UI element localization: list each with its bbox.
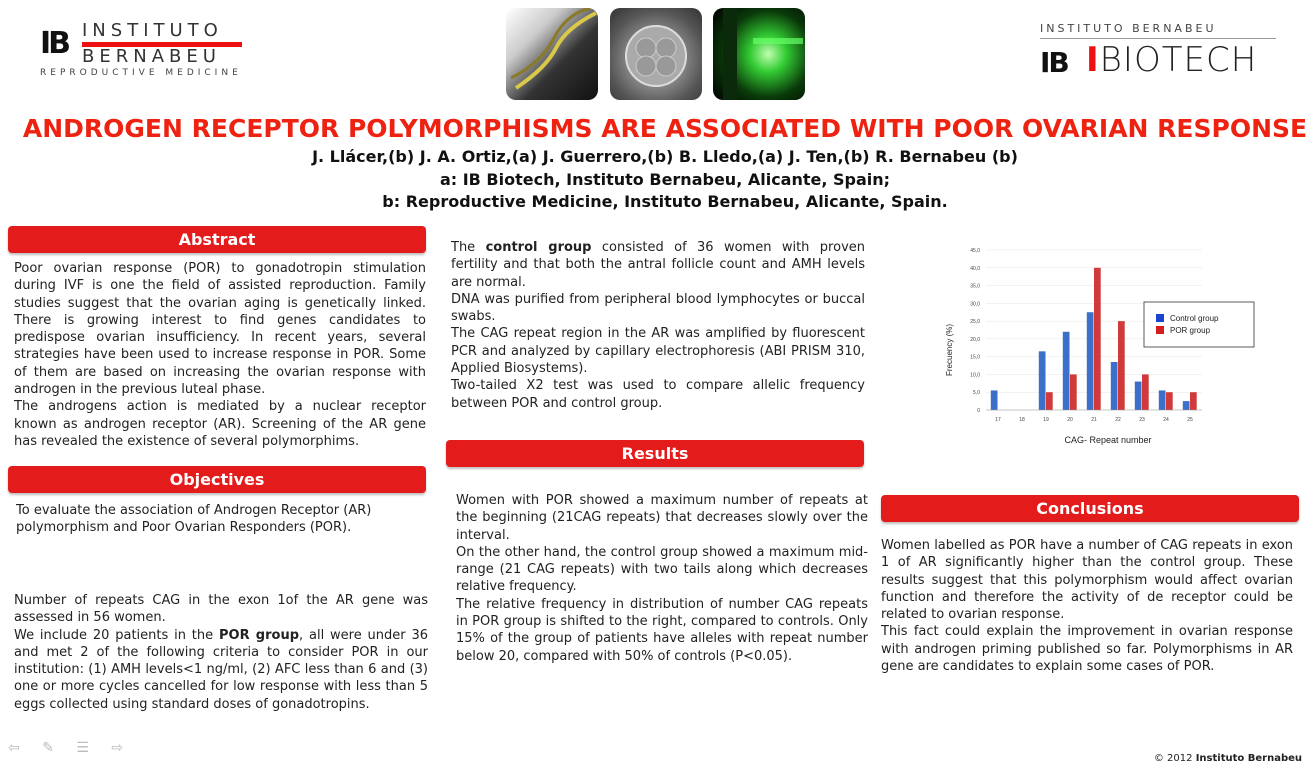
x-tick-label: 24	[1163, 417, 1169, 423]
conclusions-heading: Conclusions	[881, 495, 1299, 522]
objectives-heading: Objectives	[8, 466, 426, 493]
results-paragraph-3: The relative frequency in distribution of number CAG repeats in POR group is shifted to the right, compared to controls. Only 15% of the group of patients have alleles with repeat number below 20, compared with 50% of controls (P<0.05).	[456, 596, 868, 664]
affiliation-b: b: Reproductive Medicine, Instituto Bernabeu, Alicante, Spain.	[382, 192, 948, 211]
control-group-bar	[1063, 332, 1070, 410]
control-group-bar	[1111, 362, 1118, 410]
laser-lab-image	[713, 8, 805, 100]
logo-text-bernabeu: BERNABEU	[82, 46, 221, 67]
slide-navigation	[8, 740, 141, 756]
chart-legend	[1144, 302, 1254, 347]
instituto-bernabeu-logo	[40, 20, 250, 82]
x-tick-label: 22	[1115, 417, 1121, 423]
methods-p2-pre: We include 20 patients in the	[14, 627, 219, 643]
objectives-text	[16, 502, 406, 537]
control-group-bar	[1135, 382, 1142, 410]
y-tick-label: 5,0	[973, 390, 980, 397]
abstract-text	[14, 260, 426, 450]
dna-helix-image	[506, 8, 598, 100]
x-tick-label: 19	[1043, 417, 1049, 423]
methods-p3-post: consisted of 36 women with proven fertility and that both the antral follicle count and AMH levels are normal.	[451, 240, 866, 290]
embryo-cells-graphic	[610, 8, 702, 100]
methods-p2-post: , all were under 36 and met 2 of the following criteria to consider POR in our institution: (1) AMH levels<1 ng/ml, (2) AFC less than 6 and (3) one or more cycles cancelled for low response with less than 5 eggs collected using standard doses of gonadotropins.	[14, 627, 428, 712]
control-group-bar	[1039, 351, 1046, 410]
logo-biotech-word: BIOTECH	[1099, 40, 1258, 80]
control-group-bar	[1087, 312, 1094, 410]
ib-biotech-mark: IB	[1040, 46, 1068, 79]
por-group-bar	[1118, 321, 1125, 410]
y-tick-label: 35,0	[970, 283, 980, 290]
results-paragraph-1: Women with POR showed a maximum number of repeats at the beginning (21CAG repeats) that decreases slowly over the interval.	[456, 493, 868, 543]
logo-red-i: I	[1086, 40, 1100, 80]
x-tick-label: 20	[1067, 417, 1073, 423]
logo-text-reproductive-medicine: REPRODUCTIVE MEDICINE	[40, 68, 242, 78]
control-group-label: control group	[485, 240, 592, 255]
ib-biotech-logo	[1040, 22, 1280, 82]
control-group-bar	[991, 390, 998, 410]
legend-por-label: POR group	[1170, 326, 1211, 335]
legend-control-label: Control group	[1170, 314, 1219, 323]
logo-text-instituto-bernabeu: INSTITUTO BERNABEU	[1040, 22, 1217, 35]
ib-logo-mark: IB	[40, 26, 69, 61]
affiliation-a: a: IB Biotech, Instituto Bernabeu, Alicante, Spain;	[439, 170, 891, 189]
arrow-left-icon[interactable]: ⇦	[8, 740, 20, 756]
cag-repeat-frequency-chart	[940, 240, 1260, 450]
methods-text-right	[451, 239, 865, 412]
results-heading: Results	[446, 440, 864, 467]
chart-y-axis-label: Frecuency (%)	[945, 323, 954, 377]
dna-strand-graphic	[506, 8, 598, 100]
y-tick-label: 40,0	[970, 265, 980, 272]
por-group-bar	[1142, 374, 1149, 410]
por-group-label: POR group	[218, 627, 300, 643]
y-tick-label: 45,0	[970, 248, 980, 254]
logo-rule	[1040, 38, 1276, 39]
logo-text-instituto: INSTITUTO	[82, 20, 223, 41]
logo-text-biotech	[1086, 40, 1257, 80]
methods-paragraph-1: Number of repeats CAG in the exon 1of the AR gene was assessed in 56 women.	[14, 593, 428, 626]
legend-control-swatch	[1156, 314, 1164, 322]
embryo-image	[610, 8, 702, 100]
x-tick-label: 23	[1139, 417, 1145, 423]
methods-paragraph-2	[14, 627, 428, 713]
x-tick-label: 18	[1019, 417, 1025, 423]
conclusions-text	[881, 537, 1293, 675]
arrow-right-icon[interactable]: ⇨	[111, 740, 124, 756]
methods-paragraph-4: DNA was purified from peripheral blood lymphocytes or buccal swabs.	[451, 291, 865, 325]
x-tick-label: 21	[1091, 417, 1097, 423]
menu-icon[interactable]: ☰	[76, 740, 89, 756]
objectives-paragraph: To evaluate the association of Androgen Receptor (AR) polymorphism and Poor Ovarian Responders (POR).	[16, 503, 372, 536]
methods-text-left	[14, 592, 428, 713]
control-group-bar	[1183, 401, 1190, 410]
y-tick-label: 25,0	[970, 319, 980, 326]
chart-x-axis-label: CAG- Repeat number	[1064, 435, 1152, 445]
chart-x-ticks	[995, 417, 1193, 423]
legend-box	[1144, 302, 1254, 347]
copyright-year: © 2012	[1153, 753, 1193, 764]
x-tick-label: 25	[1187, 417, 1193, 423]
results-paragraph-2: On the other hand, the control group showed a maximum mid-range (21 CAG repeats) with two tails along which decreases relative frequency.	[456, 544, 868, 595]
copyright	[1154, 753, 1302, 764]
y-tick-label: 0	[977, 408, 980, 414]
abstract-paragraph-1: Poor ovarian response (POR) to gonadotropin stimulation during IVF is one the field of assisted reproduction. Family studies suggest that the ovarian aging is genetically linked. There is growing interest to find genes candidates to predispose ovarian insufficiency. In recent years, several strategies have been used to increase response in POR. Some of them are based on increasing the ovarian response with androgen in the previous luteal phase.	[14, 261, 426, 398]
abstract-paragraph-2: The androgens action is mediated by a nuclear receptor known as androgen receptor (AR). Screening of the AR gene has revealed the existence of several polymorphims.	[14, 399, 426, 449]
y-tick-label: 20,0	[970, 336, 980, 343]
por-group-bar	[1166, 392, 1173, 410]
conclusions-paragraph-2: This fact could explain the improvement in ovarian response with androgen priming published so far. Polymorphisms in AR gene are candidates to explain some cases of POR.	[881, 624, 1293, 675]
copyright-owner: Instituto Bernabeu	[1195, 753, 1302, 764]
methods-p3-pre: The	[451, 240, 486, 255]
abstract-heading: Abstract	[8, 226, 426, 253]
legend-por-swatch	[1156, 326, 1164, 334]
authors: J. Llácer,(b) J. A. Ortiz,(a) J. Guerrero,(b) B. Lledo,(a) J. Ten,(b) R. Bernabeu (b)	[312, 147, 1018, 166]
results-text	[456, 492, 868, 665]
por-group-bar	[1046, 392, 1053, 410]
methods-paragraph-3	[451, 239, 865, 291]
y-tick-label: 30,0	[970, 301, 980, 308]
por-group-bar	[1094, 268, 1101, 410]
conclusions-paragraph-1: Women labelled as POR have a number of CAG repeats in exon 1 of AR significantly higher than the control group. These results suggest that this polymorphism would affect ovarian function and therefore the activity of de receptor could be related to ovarian response.	[881, 538, 1293, 623]
pen-icon[interactable]: ✎	[42, 740, 54, 756]
methods-paragraph-6: Two-tailed X2 test was used to compare allelic frequency between POR and control group.	[451, 378, 865, 411]
methods-paragraph-5: The CAG repeat region in the AR was amplified by fluorescent PCR and analyzed by capillary electrophoresis (ABI PRISM 310, Applied Biosystems).	[451, 326, 865, 377]
y-tick-label: 15,0	[970, 354, 980, 361]
laser-graphic	[713, 8, 805, 100]
por-group-bar	[1190, 392, 1197, 410]
por-group-bar	[1070, 374, 1077, 410]
y-tick-label: 10,0	[970, 372, 980, 379]
control-group-bar	[1159, 390, 1166, 410]
poster-title: ANDROGEN RECEPTOR POLYMORPHISMS ARE ASSOCIATED WITH POOR OVARIAN RESPONSE	[22, 114, 1308, 143]
x-tick-label: 17	[995, 417, 1001, 423]
